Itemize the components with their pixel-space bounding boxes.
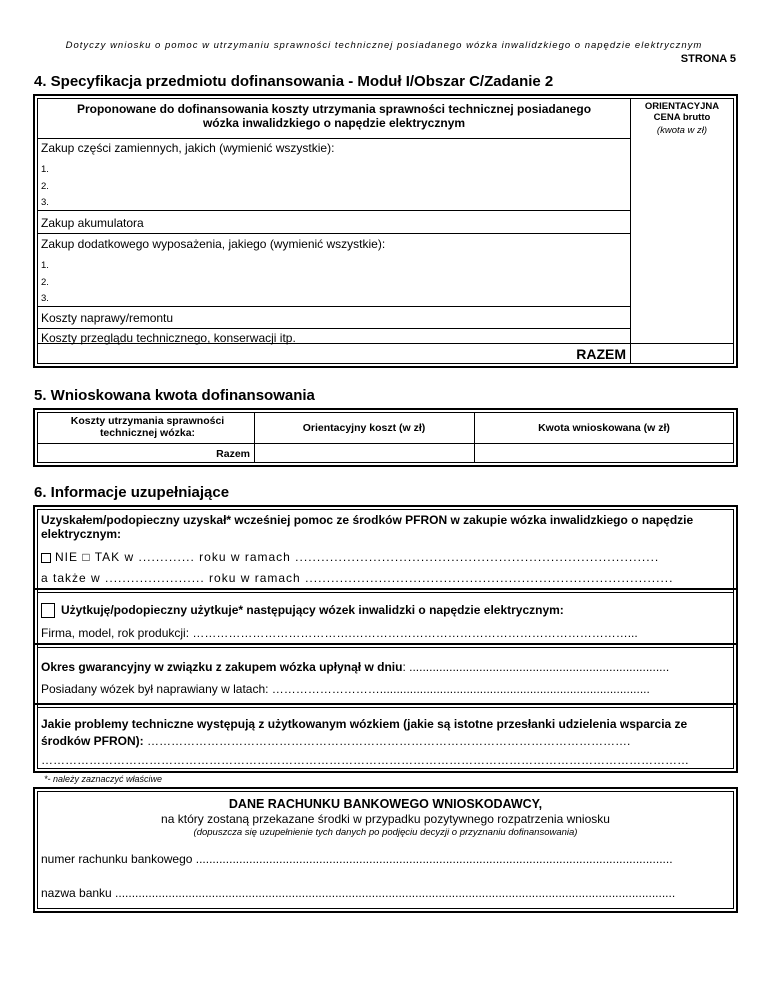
q5-dots2: ……………………………………………………………………………………………………………………………………………… [41, 753, 689, 767]
header-note: Dotyczy wniosku o pomoc w utrzymaniu sprawności technicznej posiadanego wózka inwalidzkiego o napędzie elektrycznym [65, 40, 703, 51]
parts-item-1: 1. [41, 164, 49, 175]
q2-text: Użytkuję/podopieczny użytkuje* następujący wózek inwalidzki o napędzie elektrycznym: [61, 603, 564, 617]
section5-col1: Koszty utrzymania sprawności technicznej wózka: [70, 415, 225, 439]
parts-item-3: 3. [41, 197, 49, 208]
section4-col1-header: Proponowane do dofinansowania koszty utrzymania sprawności technicznej posiadanego wózka inwalidzkiego o napędzie elektrycznym [76, 102, 592, 130]
footnote: *- należy zaznaczyć właściwe [44, 774, 163, 784]
equipment-label: Zakup dodatkowego wyposażenia, jakiego (wymienić wszystkie): [41, 237, 386, 251]
page-number: STRONA 5 [680, 53, 736, 65]
q2-line: Firma, model, rok produkcji: ………………………………….……………………………………………………………... [41, 626, 638, 640]
q1-line2: a także w ....................... roku w ramach ..................................................................................... [41, 571, 674, 585]
q1-line1 [41, 550, 659, 564]
checkbox-no[interactable] [41, 553, 51, 563]
section5-col2: Orientacyjny koszt (w zł) [302, 422, 426, 434]
total-label: RAZEM [576, 346, 626, 362]
section5-row-label: Razem [216, 448, 250, 460]
q5-text: Jakie problemy techniczne występują z użytkowanym wózkiem (jakie są istotne przesłanki udzielenia wsparcia ze środków PFRON): [41, 717, 688, 748]
inspection-label: Koszty przeglądu technicznego, konserwacji itp. [41, 331, 296, 345]
section4-title: 4. Specyfikacja przedmiotu dofinansowania - Moduł I/Obszar C/Zadanie 2 [34, 73, 554, 90]
section5-col3: Kwota wnioskowana (w zł) [538, 422, 670, 434]
q2-row [41, 603, 564, 618]
repair-label: Koszty naprawy/remontu [41, 311, 174, 325]
q4-line: Posiadany wózek był naprawiany w latach: ………………………................................................................................. [41, 682, 650, 696]
q1-line1-text: NIE □ TAK w ............. roku w ramach .................................................................................... [55, 550, 660, 564]
q3-row [41, 660, 669, 674]
q1-text: Uzyskałem/podopieczny uzyskał* wcześniej pomoc ze środków PFRON w zakupie wózka inwalidzkiego o napędzie elektrycznym: [41, 513, 694, 541]
parts-label: Zakup części zamiennych, jakich (wymienić wszystkie): [41, 141, 335, 155]
account-number-field[interactable]: numer rachunku bankowego ............................................................................................................................................... [41, 852, 673, 866]
bank-name-field[interactable]: nazwa banku ........................................................................................................................................................................ [41, 886, 676, 900]
q3-line: : .............................................................................. [402, 660, 670, 674]
equipment-item-1: 1. [41, 260, 49, 271]
bank-title: DANE RACHUNKU BANKOWEGO WNIOSKODAWCY, [228, 797, 543, 811]
battery-label: Zakup akumulatora [41, 216, 144, 230]
equipment-item-3: 3. [41, 293, 49, 304]
checkbox-wheelchair[interactable] [41, 603, 55, 618]
bank-subtitle: na który zostaną przekazane środki w przypadku pozytywnego rozpatrzenia wniosku [161, 812, 610, 826]
q5-dots1: …………………………………………………………………………………………………………. [143, 734, 631, 748]
section5-title: 5. Wnioskowana kwota dofinansowania [34, 387, 315, 404]
section4-col2-header-3: (kwota w zł) [656, 125, 708, 136]
q5-row [41, 716, 731, 750]
q3-label: Okres gwarancyjny w związku z zakupem wózka upłynął w dniu [41, 660, 403, 674]
equipment-item-2: 2. [41, 277, 49, 288]
parts-item-2: 2. [41, 181, 49, 192]
section4-col2-header-2: CENA brutto [653, 112, 711, 123]
bank-note: (dopuszcza się uzupełnienie tych danych po podjęciu decyzji o przyznaniu dofinansowania) [193, 827, 578, 838]
section6-title: 6. Informacje uzupełniające [34, 484, 230, 501]
section4-col2-header-1: ORIENTACYJNA [644, 101, 720, 112]
